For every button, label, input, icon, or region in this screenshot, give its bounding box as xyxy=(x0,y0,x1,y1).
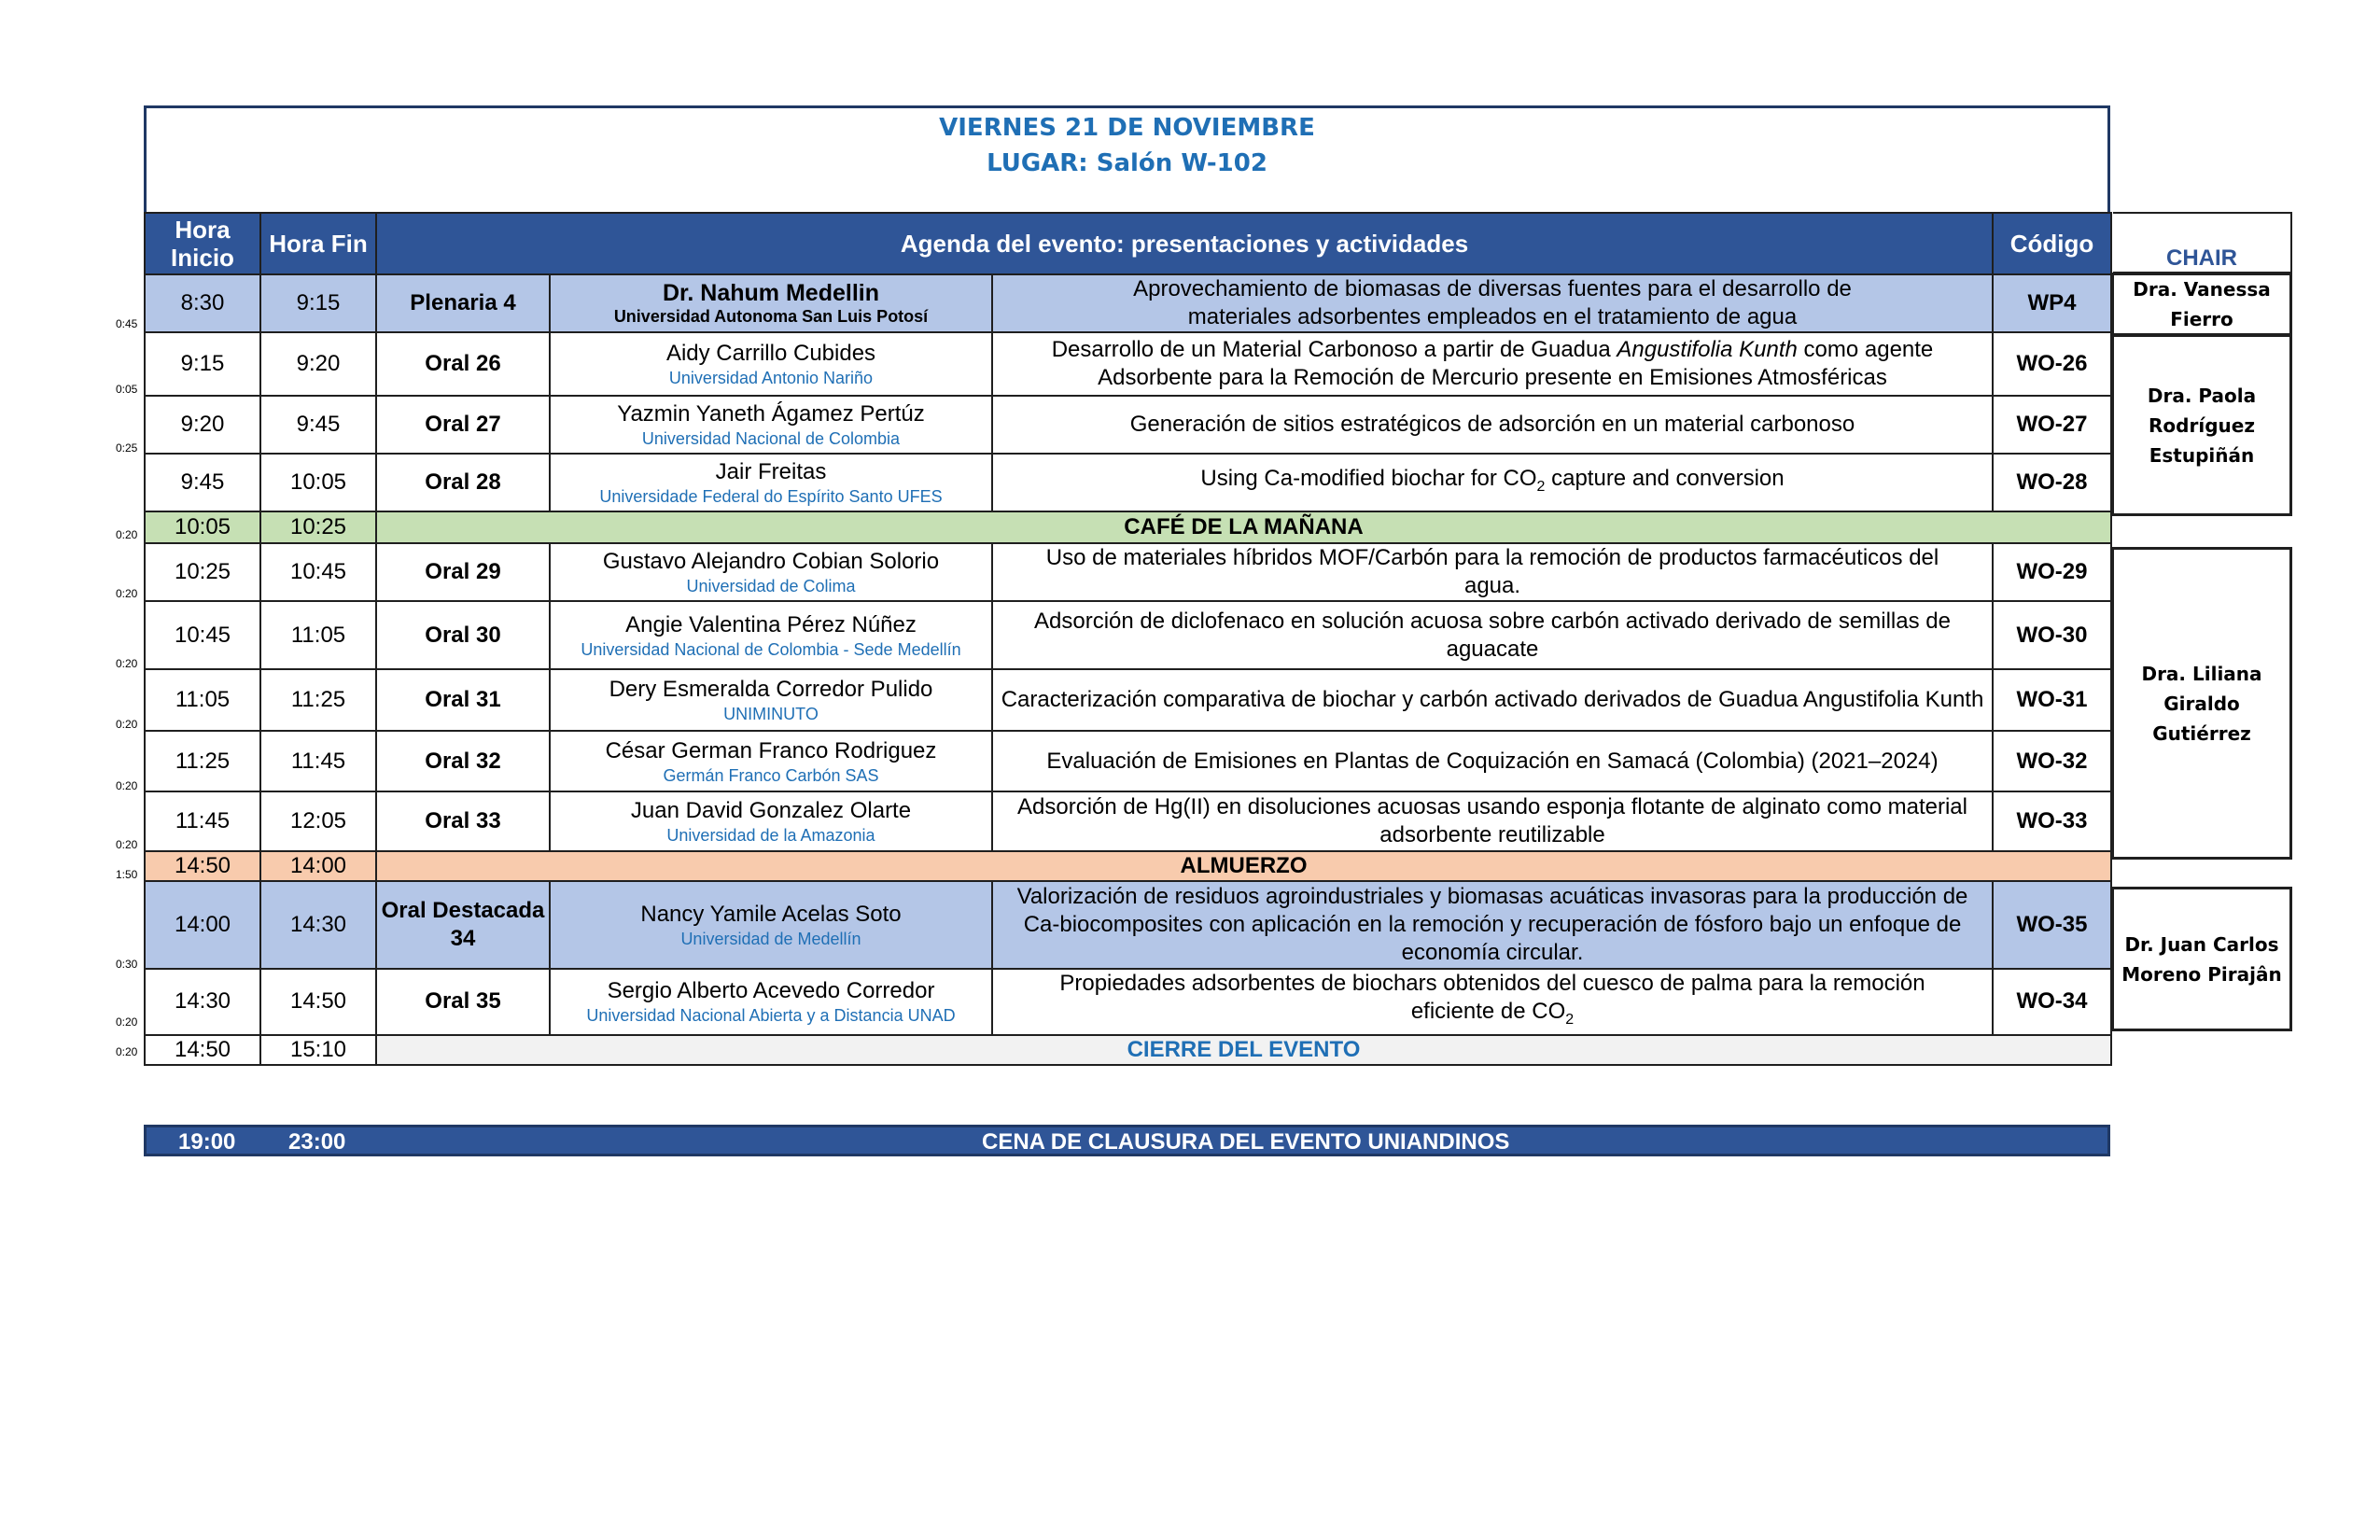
chair-liliana: Dra. Liliana Giraldo Gutiérrez xyxy=(2111,547,2292,860)
presenter-affiliation: Universidad Antonio Nariño xyxy=(668,369,874,387)
duration-marker: 0:20 xyxy=(116,1015,138,1029)
start-time: 11:05 xyxy=(145,669,260,731)
chair-vanessa: Dra. Vanessa Fierro xyxy=(2111,273,2292,336)
talk-code: WO-35 xyxy=(1993,881,2111,969)
dinner-end: 23:00 xyxy=(288,1129,346,1155)
chair-juan-carlos: Dr. Juan Carlos Moreno Pirajân xyxy=(2111,887,2292,1031)
table-row xyxy=(145,396,2111,454)
presenter-cell xyxy=(550,969,992,1035)
presenter-name: Nancy Yamile Acelas Soto xyxy=(640,902,902,927)
duration-marker: 0:30 xyxy=(116,958,138,971)
end-time: 11:45 xyxy=(260,731,376,791)
end-time: 11:25 xyxy=(260,669,376,731)
talk-code: WO-28 xyxy=(1993,454,2111,511)
start-time: 14:00 xyxy=(145,881,260,969)
session-type: Oral 28 xyxy=(376,454,550,511)
presenter-cell xyxy=(550,274,992,332)
talk-code: WO-30 xyxy=(1993,601,2111,669)
talk-code: WO-27 xyxy=(1993,396,2111,454)
end-time: 14:50 xyxy=(260,969,376,1035)
start-time: 8:30 xyxy=(145,274,260,332)
end-time: 9:20 xyxy=(260,332,376,396)
dinner-start: 19:00 xyxy=(178,1129,236,1155)
duration-marker: 0:05 xyxy=(116,383,138,396)
duration-marker: 0:20 xyxy=(116,718,138,731)
presenter-affiliation: Universidad Nacional Abierta y a Distancia UNAD xyxy=(586,1006,956,1026)
presenter-affiliation: Universidad de Colima xyxy=(686,577,856,595)
talk-title: Propiedades adsorbentes de biochars obtenidos del cuesco de palma para la remoción eficiente de $CO_2$ xyxy=(992,969,1993,1035)
header-start: Hora Inicio xyxy=(145,213,260,274)
header-code: Código xyxy=(1993,213,2111,274)
duration-marker: 1:50 xyxy=(116,868,138,881)
end-time: 14:00 xyxy=(260,851,376,881)
presenter-name: Gustavo Alejandro Cobian Solorio xyxy=(602,549,940,574)
title-block xyxy=(144,105,2110,214)
session-type: Oral 35 xyxy=(376,969,550,1035)
start-time: 9:20 xyxy=(145,396,260,454)
session-type: Oral Destacada 34 xyxy=(376,881,550,969)
presenter-affiliation: UNIMINUTO xyxy=(723,705,819,723)
end-time: 9:45 xyxy=(260,396,376,454)
start-time: 14:50 xyxy=(145,1035,260,1065)
session-type: Oral 27 xyxy=(376,396,550,454)
session-type: Oral 31 xyxy=(376,669,550,731)
table-row xyxy=(145,601,2111,669)
talk-title: Caracterización comparativa de biochar y carbón activado derivados de Guadua Angustifolia Kunth xyxy=(992,669,1993,731)
start-time: 10:25 xyxy=(145,543,260,601)
end-time: 14:30 xyxy=(260,881,376,969)
presenter-cell xyxy=(550,454,992,511)
chair-paola: Dra. Paola Rodríguez Estupiñán xyxy=(2111,334,2292,516)
presenter-affiliation: Universidad Nacional de Colombia xyxy=(641,429,901,448)
duration-marker: 0:20 xyxy=(116,587,138,600)
presenter-name: Dr. Nahum Medellin xyxy=(663,280,879,306)
table-row xyxy=(145,669,2111,731)
presenter-affiliation: Universidad Autonoma San Luis Potosí xyxy=(613,307,929,326)
talk-title: Uso de materiales híbridos MOF/Carbón para la remoción de productos farmacéuticos del agua. xyxy=(992,543,1993,601)
end-time: 10:45 xyxy=(260,543,376,601)
duration-marker: 0:20 xyxy=(116,838,138,851)
start-time: 14:50 xyxy=(145,851,260,881)
duration-marker: 0:20 xyxy=(116,528,138,541)
presenter-cell xyxy=(550,791,992,851)
presenter-affiliation: Universidad de Medellín xyxy=(680,930,861,948)
start-time: 10:45 xyxy=(145,601,260,669)
end-time: 10:25 xyxy=(260,511,376,543)
presenter-affiliation: Universidade Federal do Espírito Santo UFES xyxy=(599,487,943,506)
header-agenda: Agenda del evento: presentaciones y actividades xyxy=(376,213,1993,274)
start-time: 14:30 xyxy=(145,969,260,1035)
session-type: Oral 33 xyxy=(376,791,550,851)
agenda-table xyxy=(144,212,2112,1066)
session-type: Oral 32 xyxy=(376,731,550,791)
start-time: 11:45 xyxy=(145,791,260,851)
start-time: 11:25 xyxy=(145,731,260,791)
break-row xyxy=(145,511,2111,543)
presenter-affiliation: Germán Franco Carbón SAS xyxy=(663,765,879,785)
talk-title: Evaluación de Emisiones en Plantas de Coquización en Samacá (Colombia) (2021–2024) xyxy=(992,731,1993,791)
talk-code: WO-29 xyxy=(1993,543,2111,601)
talk-code: WO-31 xyxy=(1993,669,2111,731)
presenter-affiliation: Universidad de la Amazonia xyxy=(666,826,875,845)
end-time: 10:05 xyxy=(260,454,376,511)
presenter-name: Angie Valentina Pérez Núñez xyxy=(625,611,917,637)
duration-marker: 0:45 xyxy=(116,317,138,330)
session-type: Oral 26 xyxy=(376,332,550,396)
talk-code: WO-33 xyxy=(1993,791,2111,851)
presenter-cell xyxy=(550,396,992,454)
presenter-cell xyxy=(550,332,992,396)
table-row xyxy=(145,332,2111,396)
presenter-name: Aidy Carrillo Cubides xyxy=(665,341,876,366)
chair-header: CHAIR xyxy=(2113,212,2292,273)
presenter-cell xyxy=(550,881,992,969)
break-row xyxy=(145,851,2111,881)
talk-code: WO-34 xyxy=(1993,969,2111,1035)
duration-marker: 0:20 xyxy=(116,1045,138,1058)
talk-title: Desarrollo de un Material Carbonoso a partir de Guadua Angustifolia Kunth como agente Adsorbente para la Remoción de Mercurio presente en Emisiones Atmosféricas xyxy=(992,332,1993,396)
end-time: 15:10 xyxy=(260,1035,376,1065)
talk-code: WO-32 xyxy=(1993,731,2111,791)
dinner-bar xyxy=(144,1125,2110,1156)
talk-code: WO-26 xyxy=(1993,332,2111,396)
event-venue: LUGAR: Salón W-102 xyxy=(987,149,1267,177)
start-time: 10:05 xyxy=(145,511,260,543)
duration-marker: 0:20 xyxy=(116,657,138,670)
talk-title: Using Ca-modified biochar for $CO_2$ capture and conversion xyxy=(992,454,1993,511)
presenter-name: Yazmin Yaneth Ágamez Pertúz xyxy=(617,401,925,427)
start-time: 9:15 xyxy=(145,332,260,396)
closing-row xyxy=(145,1035,2111,1065)
presenter-name: Juan David Gonzalez Olarte xyxy=(630,798,912,823)
talk-title: Generación de sitios estratégicos de adsorción en un material carbonoso xyxy=(992,396,1993,454)
presenter-cell xyxy=(550,669,992,731)
break-label: CAFÉ DE LA MAÑANA xyxy=(376,511,2111,543)
presenter-cell xyxy=(550,601,992,669)
presenter-name: César German Franco Rodriguez xyxy=(605,737,937,763)
end-time: 12:05 xyxy=(260,791,376,851)
end-time: 9:15 xyxy=(260,274,376,332)
header-row xyxy=(145,213,2111,274)
talk-title: Valorización de residuos agroindustriales y biomasas acuáticas invasoras para la producción de Ca-biocomposites con aplicación en la remoción y recuperación de fósforo bajo un enfoque de economía circular. xyxy=(992,881,1993,969)
session-type: Plenaria 4 xyxy=(376,274,550,332)
talk-title: Adsorción de Hg(II) en disoluciones acuosas usando esponja flotante de alginato como material adsorbente reutilizable xyxy=(992,791,1993,851)
table-row xyxy=(145,791,2111,851)
end-time: 11:05 xyxy=(260,601,376,669)
presenter-name: Sergio Alberto Acevedo Corredor xyxy=(607,978,935,1004)
talk-title: Aprovechamiento de biomasas de diversas fuentes para el desarrollo de materiales adsorbentes empleados en el tratamiento de agua xyxy=(992,274,1993,332)
table-row xyxy=(145,969,2111,1035)
closing-label: CIERRE DEL EVENTO xyxy=(376,1035,2111,1065)
presenter-affiliation: Universidad Nacional de Colombia - Sede Medellín xyxy=(581,639,961,659)
session-type: Oral 30 xyxy=(376,601,550,669)
presenter-name: Jair Freitas xyxy=(715,459,827,484)
table-row xyxy=(145,881,2111,969)
table-row xyxy=(145,274,2111,332)
talk-code: WP4 xyxy=(1993,274,2111,332)
header-end: Hora Fin xyxy=(260,213,376,274)
event-day: VIERNES 21 DE NOVIEMBRE xyxy=(939,114,1315,142)
duration-marker: 0:25 xyxy=(116,441,138,455)
start-time: 9:45 xyxy=(145,454,260,511)
session-type: Oral 29 xyxy=(376,543,550,601)
presenter-name: Dery Esmeralda Corredor Pulido xyxy=(609,677,933,702)
dinner-label: CENA DE CLAUSURA DEL EVENTO UNIANDINOS xyxy=(982,1129,1510,1155)
table-row xyxy=(145,543,2111,601)
presenter-cell xyxy=(550,731,992,791)
talk-title: Adsorción de diclofenaco en solución acuosa sobre carbón activado derivado de semillas de aguacate xyxy=(992,601,1993,669)
table-row xyxy=(145,731,2111,791)
presenter-cell xyxy=(550,543,992,601)
break-label: ALMUERZO xyxy=(376,851,2111,881)
duration-marker: 0:20 xyxy=(116,779,138,792)
table-row xyxy=(145,454,2111,511)
